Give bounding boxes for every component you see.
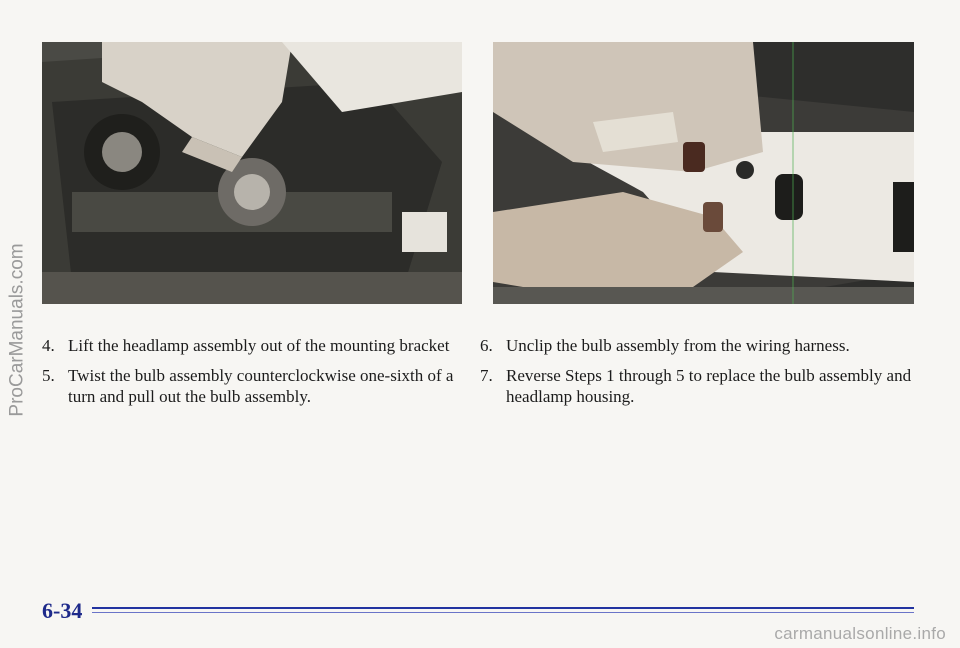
step-number: 5. xyxy=(42,366,55,385)
step-7 xyxy=(480,365,920,407)
steps-list-left xyxy=(42,335,462,416)
step-text: Twist the bulb assembly counterclockwise one-sixth of a turn and pull out the bulb assembly. xyxy=(68,366,454,406)
step-number: 6. xyxy=(480,336,493,355)
step-number: 4. xyxy=(42,336,55,355)
watermark-side xyxy=(3,210,33,450)
footer-rule-thin xyxy=(92,612,914,613)
step-5 xyxy=(42,365,462,407)
watermark-side-text: ProCarManuals.com xyxy=(7,243,29,417)
photo-headlamp-removal xyxy=(42,42,462,304)
step-text: Lift the headlamp assembly out of the mounting bracket xyxy=(68,336,450,355)
step-text: Unclip the bulb assembly from the wiring harness. xyxy=(506,336,850,355)
step-text: Reverse Steps 1 through 5 to replace the bulb assembly and headlamp housing. xyxy=(506,366,912,406)
watermark-link[interactable]: carmanualsonline.info xyxy=(774,624,946,643)
step-6 xyxy=(480,335,920,356)
step-4 xyxy=(42,335,462,356)
page-number: 6-34 xyxy=(42,598,83,623)
photo-bulb-unclip xyxy=(493,42,914,304)
steps-list-right xyxy=(480,335,920,416)
step-number: 7. xyxy=(480,366,493,385)
footer-rule xyxy=(92,607,914,609)
